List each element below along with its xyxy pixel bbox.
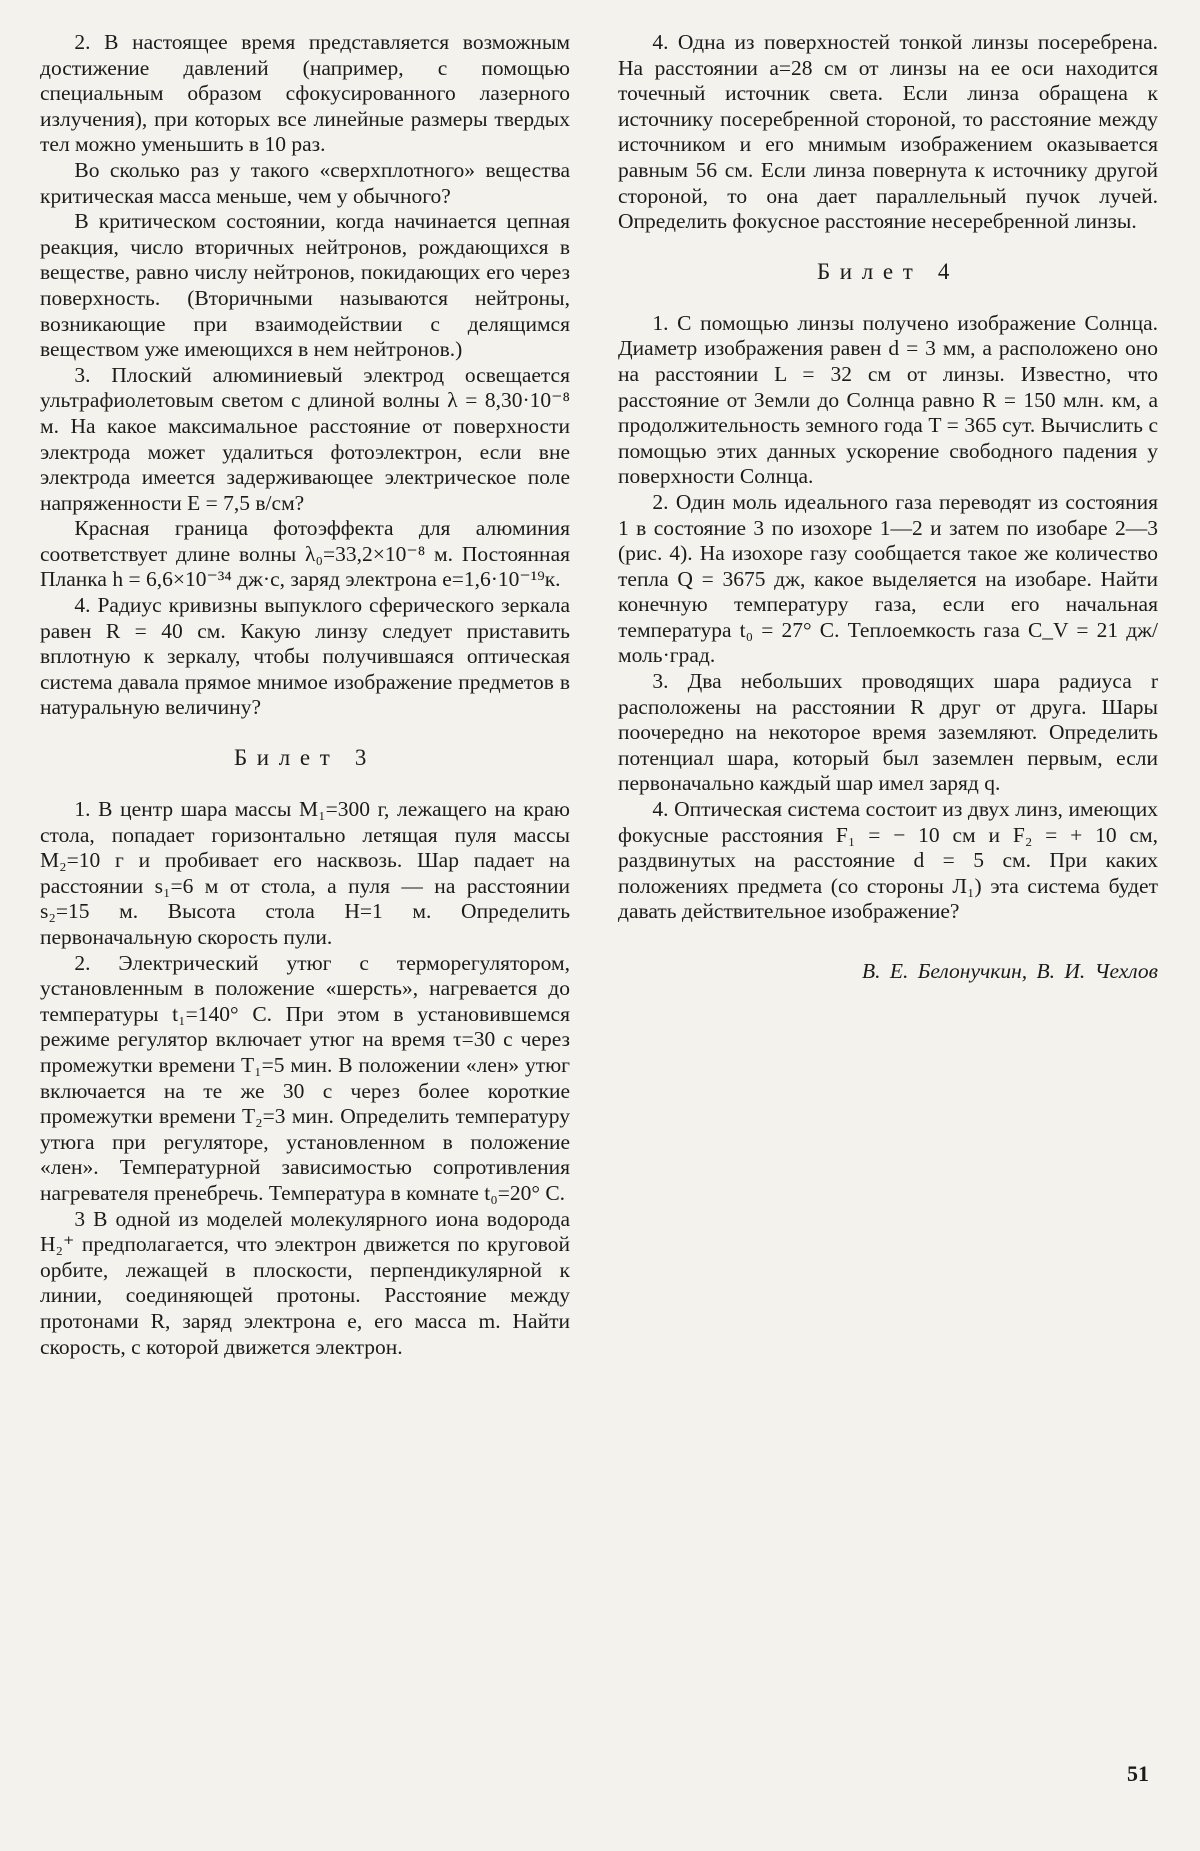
problem-2-pressure: 2. В настоящее время представляется возможным достижение давлений (например, с помощью специальным образом сфокусированного лазерного излучения), при которых все линейные размеры твердых тел можно уменьшить в 10 раз.	[40, 30, 570, 157]
ticket-4-problem-1: 1. С помощью линзы получено изображение Солнца. Диаметр изображения равен d = 3 мм, а расположено оно на расстоянии L = 32 см от линзы. Известно, что расстояние от Земли до Солнца равно R = 150 млн. км, а продолжительность земного года T = 365 сут. Вычислить с помощью этих данных ускорение свободного падения у поверхности Солнца.	[618, 310, 1158, 489]
page-number: 51	[1127, 1761, 1149, 1786]
ticket-4-problem-4: 4. Оптическая система состоит из двух линз, имеющих фокусные расстояния F₁ = − 10 см и F₂ = + 10 см, раздвинутых на расстояние d = 5 см. При каких положениях предмета (со стороны Л₁) эта система будет давать действительное изображение?	[618, 797, 1158, 924]
ticket-4-problem-2: 2. Один моль идеального газа переводят из состояния 1 в состояние 3 по изохоре 1—2 и затем по изобаре 2—3 (рис. 4). На изохоре газу сообщается такое же количество тепла Q = 3675 дж, какое выделяется на изобаре. Найти конечную температуру газа, если его начальная температура t₀ = 27° С. Теплоемкость газа C_V = 21 дж/моль·град.	[618, 489, 1158, 668]
ticket-3-problem-1: 1. В центр шара массы M₁=300 г, лежащего на краю стола, попадает горизонтально летящая пуля массы M₂=10 г и пробивает его насквозь. Шар падает на расстоянии s₁=6 м от стола, а пуля — на расстоянии s₂=15 м. Высота стола H=1 м. Определить первоначальную скорость пули.	[40, 797, 570, 949]
ticket-4-problem-3: 3. Два небольших проводящих шара радиуса r расположены на расстоянии R друг от друга. Шары поочередно на некоторое время заземляют. Определить потенциал шара, который был заземлен первым, если первоначально каждый шар имел заряд q.	[618, 669, 1158, 796]
left-column	[40, 30, 570, 1360]
right-column	[618, 30, 1158, 984]
problem-4-mirror: 4. Радиус кривизны выпуклого сферического зеркала равен R = 40 см. Какую линзу следует приставить вплотную к зеркалу, чтобы получившаяся оптическая система давала прямое мнимое изображение предметов в натуральную величину?	[40, 593, 570, 720]
ticket-3-heading: Билет 3	[233, 745, 377, 771]
problem-3-constants: Красная граница фотоэффекта для алюминия соответствует длине волны λ₀=33,2×10⁻⁸ м. Постоянная Планка h = 6,6×10⁻³⁴ дж·с, заряд электрона e=1,6·10⁻¹⁹к.	[40, 516, 570, 592]
ticket-3-problem-2: 2. Электрический утюг с терморегулятором, установленным в положение «шерсть», нагревается до температуры t₁=140° С. При этом в установившемся режиме регулятор включает утюг на время τ=30 с через промежутки времени T₁=5 мин. В положении «лен» утюг включается на те же 30 с через более короткие промежутки времени T₂=3 мин. Определить температуру утюга при регуляторе, установленном в положение «лен». Температурной зависимостью сопротивления нагревателя пренебречь. Температура в комнате t₀=20° С.	[40, 950, 570, 1205]
ticket-3-problem-3: 3 В одной из моделей молекулярного иона водорода H₂⁺ предполагается, что электрон движется по круговой орбите, лежащей в плоскости, перпендикулярной к линии, соединяющей протоны. Расстояние между протонами R, заряд электрона e, его масса m. Найти скорость, с которой движется электрон.	[40, 1206, 570, 1359]
ticket-4-heading: Билет 4	[816, 258, 960, 284]
ticket-3-problem-4: 4. Одна из поверхностей тонкой линзы посеребрена. На расстоянии a=28 см от линзы на ее оси находится точечный источник света. Если линза обращена к источнику посеребренной стороной, то расстояние между источником и его мнимым изображением оказывается равным 56 см. Если линза повернута к источнику другой стороной, то она дает параллельный пучок лучей. Определить фокусное расстояние несеребренной линзы.	[618, 30, 1158, 234]
problem-2-question: Во сколько раз у такого «сверхплотного» вещества критическая масса меньше, чем у обычного?	[40, 157, 570, 208]
problem-3-photoeffect: 3. Плоский алюминиевый электрод освещается ультрафиолетовым светом с длиной волны λ = 8,30·10⁻⁸ м. На какое максимальное расстояние от поверхности электрода может удалиться фотоэлектрон, если вне электрода имеется задерживающее электрическое поле напряженности E = 7,5 в/см?	[40, 362, 570, 515]
authors-signature: В. Е. Белонучкин, В. И. Чехлов	[861, 959, 1158, 983]
problem-2-hint: В критическом состоянии, когда начинается цепная реакция, число вторичных нейтронов, рождающихся в веществе, равно числу нейтронов, покидающих его через поверхность. (Вторичными называются нейтроны, возникающие при взаимодействии с делящимся веществом уже имеющихся в нем нейтронов.)	[40, 209, 570, 362]
